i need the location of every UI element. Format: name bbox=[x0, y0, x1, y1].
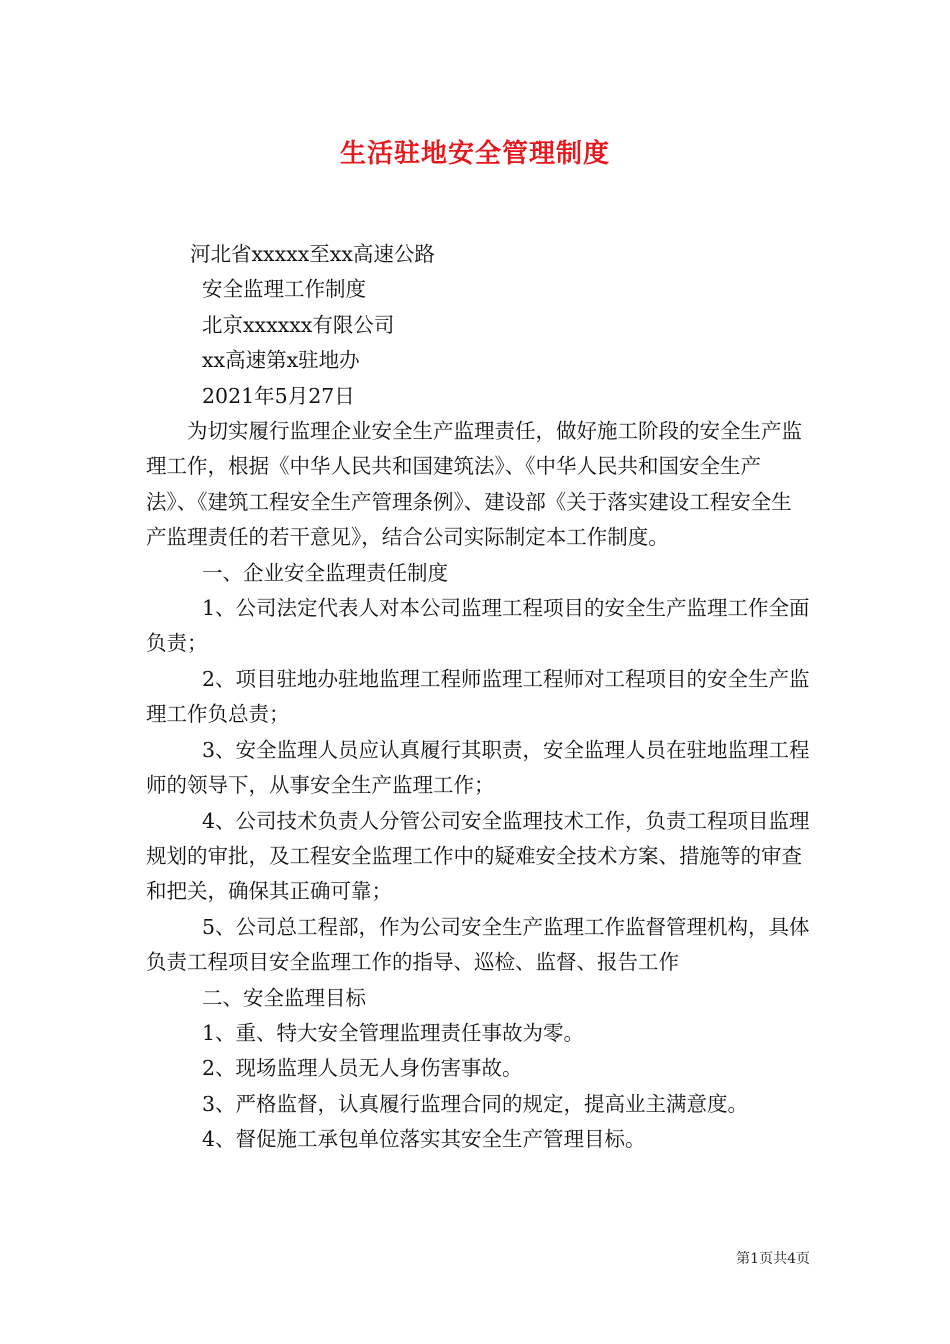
document-body bbox=[146, 237, 810, 1158]
list-item: 4、督促施工承包单位落实其安全生产管理目标。 bbox=[202, 1127, 646, 1152]
list-item: 3、安全监理人员应认真履行其职责，安全监理人员在驻地监理工程师的领导下，从事安全生产监理工作； bbox=[146, 737, 810, 798]
list-item: 2、项目驻地办驻地监理工程师监理工程师对工程项目的安全生产监理工作负总责； bbox=[146, 666, 810, 727]
header-line-office: xx高速第x驻地办 bbox=[202, 348, 360, 373]
header-line-date: 2021年5月27日 bbox=[202, 383, 355, 408]
header-line-province-road: 河北省xxxxx至xx高速公路 bbox=[190, 242, 435, 266]
list-item: 1、重、特大安全管理监理责任事故为零。 bbox=[202, 1020, 585, 1045]
intro-paragraph: 为切实履行监理企业安全生产监理责任，做好施工阶段的安全生产监理工作，根据《中华人民共和国建筑法》、《中华人民共和国安全生产法》、《建筑工程安全生产管理条例》、建设部《关于落实建设工程安全生产监理责任的若干意见》，结合公司实际制定本工作制度。 bbox=[146, 419, 802, 550]
document-title: 生活驻地安全管理制度 bbox=[339, 139, 610, 169]
list-item: 1、公司法定代表人对本公司监理工程项目的安全生产监理工作全面负责； bbox=[146, 596, 810, 656]
header-line-system-name: 安全监理工作制度 bbox=[202, 277, 366, 302]
section2-heading: 二、安全监理目标 bbox=[202, 985, 366, 1010]
list-item: 4、公司技术负责人分管公司安全监理技术工作，负责工程项目监理规划的审批，及工程安全监理工作中的疑难安全技术方案、措施等的审查和把关，确保其正确可靠； bbox=[146, 808, 810, 904]
header-line-company: 北京xxxxxx有限公司 bbox=[202, 312, 395, 337]
list-item: 2、现场监理人员无人身伤害事故。 bbox=[202, 1056, 523, 1081]
section1-heading: 一、企业安全监理责任制度 bbox=[202, 560, 448, 585]
page-number-footer: 第1页共4页 bbox=[736, 1251, 810, 1267]
list-item: 3、严格监督，认真履行监理合同的规定，提高业主满意度。 bbox=[202, 1091, 749, 1116]
list-item: 5、公司总工程部，作为公司安全生产监理工作监督管理机构，具体负责工程项目安全监理工作的指导、巡检、监督、报告工作 bbox=[146, 914, 810, 975]
